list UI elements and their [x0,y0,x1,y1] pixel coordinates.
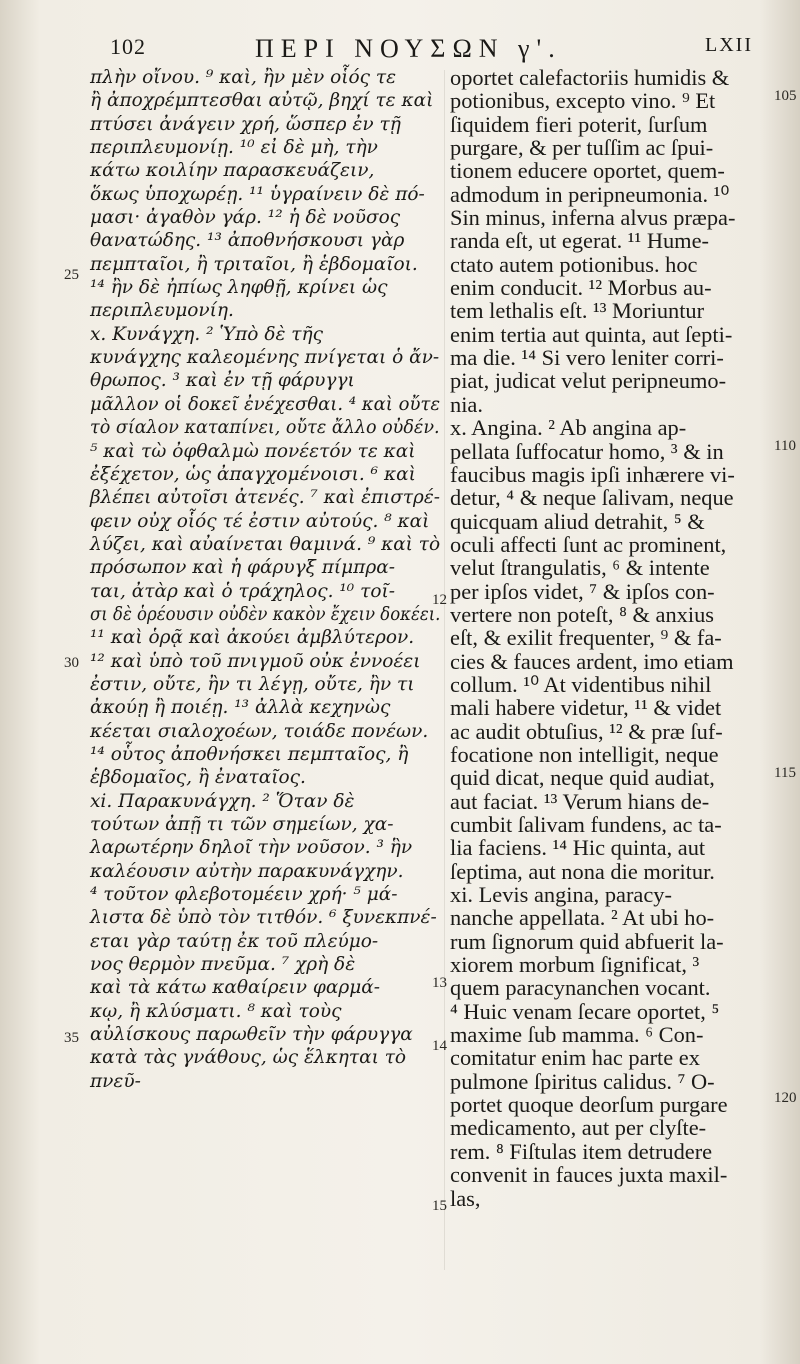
text-line: ¹⁴ οὗτος ἀποθνήσκει πεμπταῖος, ἢ [90,743,409,765]
text-line: ἐστιν, οὔτε, ἢν τι λέγῃ, οὔτε, ἢν τι [90,673,415,695]
text-line: πρόσωπον καὶ ἡ φάρυγξ πίμπρα- [90,557,395,579]
text-line: ἢ ἀποχρέμπτεσθαι αὐτῷ, βηχί τε καὶ [90,90,434,112]
text-line: per ipſos videt, ⁷ & ipſos con- [450,578,715,604]
text-line: πτύσει ἀνάγειν χρή, ὥσπερ ἐν τῇ [90,113,401,135]
text-line: eſt, & exilit frequenter, ⁹ & fa- [450,625,722,651]
column-divider [444,70,445,1270]
page-number: 102 [110,34,146,59]
text-line: nanche appellata. ² At ubi ho- [450,905,715,931]
text-line: καλέουσιν αὐτὴν παρακυνάγχην. [90,860,404,882]
text-line: ται, ἀτὰρ καὶ ὁ τράχηλος. ¹⁰ τοῖ- [90,580,395,602]
text-line: focatione non intelligit, neque [450,741,719,767]
margin-line-number: 105 [774,88,797,104]
text-line: ſeptima, aut nona die moritur. [450,858,715,884]
text-line: πνεῦ- [90,1070,141,1092]
text-line: medicamento, aut per clyſte- [450,1115,707,1141]
text-line: μᾶλλον οἱ δοκεῖ ἐνέχεσθαι. ⁴ καὶ οὔτε [90,393,441,415]
text-line: πεμπταῖοι, ἢ τριταῖοι, ἢ ἑβδομαῖοι. [90,253,418,275]
text-line: cies & fauces ardent, imo etiam [450,648,734,674]
text-line: ἑβδομαῖος, ἢ ἐναταῖος. [90,767,306,789]
text-line: tem lethalis eſt. ¹³ Moriuntur [450,298,705,324]
greek-text-column [90,66,440,1093]
text-line: λύζει, καὶ αὐαίνεται θαμινά. ⁹ καὶ τὸ [90,533,441,555]
text-line: vertere non poteſt, ⁸ & anxius [450,601,714,627]
text-line: nia. [450,391,483,417]
text-line: κάτω κοιλίην παρασκευάζειν, [90,160,375,182]
text-line: καὶ τὰ κάτω καθαίρειν φαρμά- [90,977,380,999]
margin-line-number: 30 [64,655,79,671]
margin-line-number: 14 [432,1038,447,1054]
text-line: detur, ⁴ & neque ſalivam, neque [450,485,734,511]
text-line: θανατώδης. ¹³ ἀποθνήσκουσι γὰρ [90,230,405,252]
text-line: randa eſt, ut egerat. ¹¹ Hume- [450,228,709,254]
text-line: lia faciens. ¹⁴ Hic quinta, aut [450,835,706,861]
text-line: cumbit ſalivam fundens, ac ta- [450,812,722,837]
text-line: tionem educere oportet, quem- [450,158,725,184]
text-line: φειν οὐχ οἷός τέ ἐστιν αὐτούς. ⁸ καὶ [90,510,430,532]
text-line: enim tertia aut quinta, aut ſepti- [450,321,733,347]
text-line: admodum in peripneumonia. ¹⁰ [450,181,730,207]
text-line: κῳ, ἢ κλύσματι. ⁸ καὶ τοὺς [90,1000,342,1022]
running-title: ΠΕΡΙ ΝΟΥΣΩΝ γ'. [255,34,562,63]
text-line: κέεται σιαλοχοέων, τοιάδε πονέων. [90,720,429,742]
text-line: πλὴν οἴνου. ⁹ καὶ, ἢν μὲν οἷός τε [90,67,397,88]
page-header [70,34,790,68]
text-line: λιστα δὲ ὑπὸ τὸν τιτθόν. ⁶ ξυνεκπνέ- [90,907,437,929]
folio-number: LXII [705,34,753,56]
text-line: faucibus magis ipſi inhærere vi- [450,461,735,487]
text-line: εται γὰρ ταύτῃ ἐκ τοῦ πλεύμο- [90,930,379,952]
margin-line-number: 35 [64,1030,79,1046]
text-line: rem. ⁸ Fiſtulas item detrudere [450,1138,713,1164]
text-line: αὐλίσκους παρωθεῖν τὴν φάρυγγα [90,1024,413,1046]
text-line: ⁵ καὶ τὼ ὀφθαλμὼ πονέετόν τε καὶ [90,440,416,462]
text-line: βλέπει αὐτοῖσι ἀτενές. ⁷ καὶ ἐπιστρέ- [90,487,440,509]
text-line: ac audit obtuſius, ¹² & præ ſuf- [450,718,723,744]
text-line: λαρωτέρην δηλοῖ τὴν νοῦσον. ³ ἣν [90,837,413,859]
text-line: ¹¹ καὶ ὁρᾷ καὶ ἀκούει ἀμβλύτερον. [90,627,415,649]
text-line: pulmone ſpiritus calidus. ⁷ O- [450,1068,715,1094]
text-line: μασι· ἀγαθὸν γάρ. ¹² ἡ δὲ νοῦσος [90,207,401,229]
text-line: νος θερμὸν πνεῦμα. ⁷ χρὴ δὲ [90,954,356,976]
text-line: θρωπος. ³ καὶ ἐν τῇ φάρυγγι [90,370,355,392]
text-line: ὅκως ὑποχωρέῃ. ¹¹ ὑγραίνειν δὲ πό- [90,183,425,205]
text-line: xiorem morbum ſignificat, ³ [450,952,700,978]
text-line: ¹⁴ ἢν δὲ ἠπίως ληφθῇ, κρίνει ὡς [90,277,388,299]
text-line: las, [450,1185,481,1211]
margin-line-number: 110 [774,438,796,454]
text-line: περιπλευμονίη. [90,300,234,322]
text-line: maxime ſub mamma. ⁶ Con- [450,1022,704,1048]
text-line: enim conducit. ¹² Morbus au- [450,275,712,301]
margin-line-number: 12 [432,592,447,608]
text-line: velut ſtrangulatis, ⁶ & intente [450,555,710,581]
text-line: περιπλευμονίῃ. ¹⁰ εἰ δὲ μὴ, τὴν [90,137,378,159]
text-line: ⁴ Huic venam ſecare oportet, ⁵ [450,998,720,1024]
text-line: oculi affecti ſunt ac prominent, [450,531,727,557]
text-line: κυνάγχης καλεομένης πνίγεται ὁ ἄν- [90,347,440,369]
text-line: aut faciat. ¹³ Verum hians de- [450,788,710,814]
text-line: oportet calefactoriis humidis & [450,65,730,90]
text-line: rum ſignorum quid abfuerit la- [450,928,724,954]
text-line: ¹² καὶ ὑπὸ τοῦ πνιγμοῦ οὐκ ἐννοέει [90,650,421,672]
text-line: ctato autem potionibus. hoc [450,251,698,277]
text-line: Sin minus, inferna alvus præpa- [450,205,736,231]
text-line: τούτων ἀπῇ τι τῶν σημείων, χα- [90,814,394,835]
text-line: convenit in fauces juxta maxil- [450,1162,728,1188]
text-line: x. Angina. ² Ab angina ap- [450,415,687,441]
text-line: quid dicat, neque quid audiat, [450,765,715,791]
text-line: purgare, & per tuſſim ac ſpui- [450,135,714,161]
margin-line-number: 120 [774,1090,797,1106]
text-line: ἀκούῃ ἢ ποιέῃ. ¹³ ἀλλὰ κεχηνὼς [90,697,391,719]
margin-line-number: 115 [774,765,796,781]
text-line: mali habere videtur, ¹¹ & videt [450,695,722,721]
text-line: ἐξέχετον, ὡς ἀπαγχομένοισι. ⁶ καὶ [90,463,416,485]
margin-line-number: 25 [64,267,79,283]
text-line: comitatur enim hac parte ex [450,1045,700,1071]
text-line: potionibus, excepto vino. ⁹ Et [450,88,716,114]
text-line: x. Κυνάγχη. ² Ὑπὸ δὲ τῆς [90,323,323,345]
text-line: ma die. ¹⁴ Si vero leniter corri- [450,345,724,371]
text-line: τὸ σίαλον καταπίνει, οὔτε ἄλλο οὐδέν. [90,417,440,439]
margin-line-number: 15 [432,1198,447,1214]
text-line: quicquam aliud detrahit, ⁵ & [450,508,705,534]
text-line: portet quoque deorſum purgare [450,1092,728,1118]
text-line: κατὰ τὰς γνάθους, ὡς ἕλκηται τὸ [90,1047,407,1069]
text-line: quem paracynanchen vocant. [450,975,711,1001]
text-line: xi. Παρακυνάγχη. ² Ὅταν δὲ [90,790,355,812]
latin-text-column [450,66,772,1210]
text-line: xi. Levis angina, paracy- [450,882,672,908]
text-line: collum. ¹⁰ At videntibus nihil [450,671,712,697]
text-line: ſiquidem fieri poterit, ſurſum [450,111,708,137]
margin-line-number: 13 [432,975,447,991]
text-line: piat, judicat velut peripneumo- [450,368,727,394]
text-line: ⁴ τοῦτον φλεβοτομέειν χρή· ⁵ μά- [90,884,398,906]
text-line: pellata ſuffocatur homo, ³ & in [450,438,724,464]
text-line: σι δὲ ὁρέουσιν οὐδὲν κακὸν ἔχειν δοκέει. [90,603,441,625]
